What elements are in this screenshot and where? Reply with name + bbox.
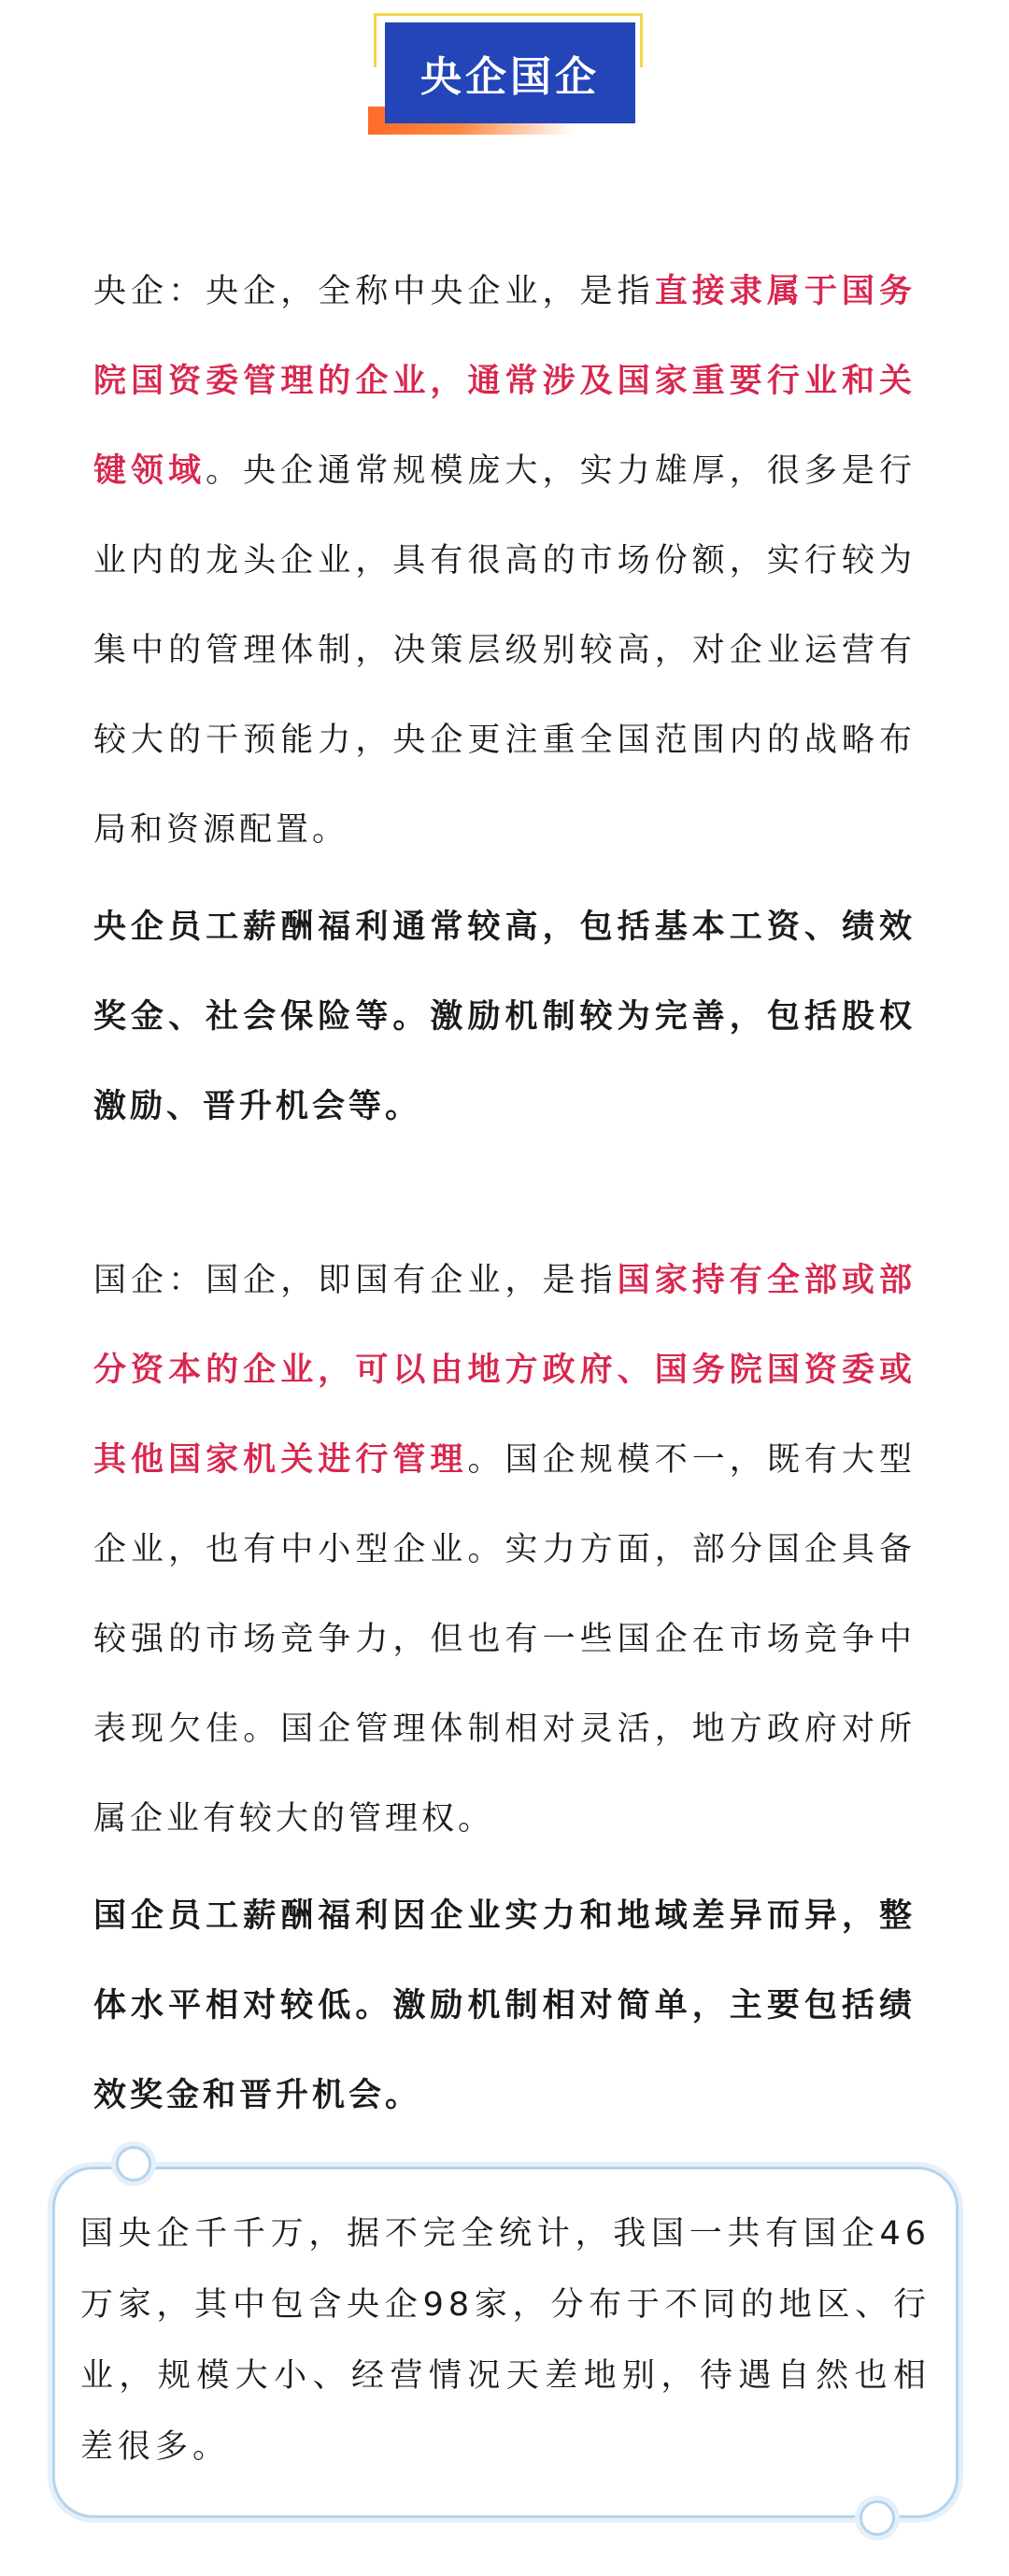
state-enterprise-highlight: 国家持有全部或部分资本的企业，可以由地方政府、国务院国资委或其他国家机关进行管理 [93,1262,916,1479]
central-enterprise-intro: 央企：央企，全称中央企业，是指 [93,273,655,310]
state-enterprise-welfare: 国企员工薪酬福利因企业实力和地域差异而异，整体水平相对较低。激励机制相对简单，主要包括绩效奖金和晋升机会。 [93,1897,916,2114]
state-enterprise-paragraph [93,1236,916,1864]
page-title: 央企国企 [420,53,600,101]
central-enterprise-highlight: 直接隶属于国务院国资委管理的企业，通常涉及国家重要行业和关键领域 [93,273,916,490]
note-box-bottom-circle [860,2500,895,2536]
note-text: 国央企千千万，据不完全统计，我国一共有国企46万家，其中包含央企98家，分布于不同的地区、行业，规模大小、经营情况天差地别，待遇自然也相差很多。 [80,2215,931,2466]
state-enterprise-intro: 国企：国企，即国有企业，是指 [93,1262,618,1299]
central-enterprise-welfare: 央企员工薪酬福利通常较高，包括基本工资、绩效奖金、社会保险等。激励机制较为完善，包括股权激励、晋升机会等。 [93,909,916,1125]
central-enterprise-paragraph [93,247,916,875]
section-title-badge [374,13,648,140]
note-box-top-circle [116,2146,151,2182]
badge-blue-block [385,22,635,123]
state-enterprise-body: 。国企规模不一，既有大型企业，也有中小型企业。实力方面，部分国企具备较强的市场竞争力，但也有一些国企在市场竞争中表现欠佳。国企管理体制相对灵活，地方政府对所属企业有较大的管理权。 [93,1441,916,1838]
central-enterprise-body: 。央企通常规模庞大，实力雄厚，很多是行业内的龙头企业，具有很高的市场份额，实行较为集中的管理体制，决策层级别较高，对企业运营有较大的干预能力，央企更注重全国范围内的战略布局和资源配置。 [93,452,916,849]
